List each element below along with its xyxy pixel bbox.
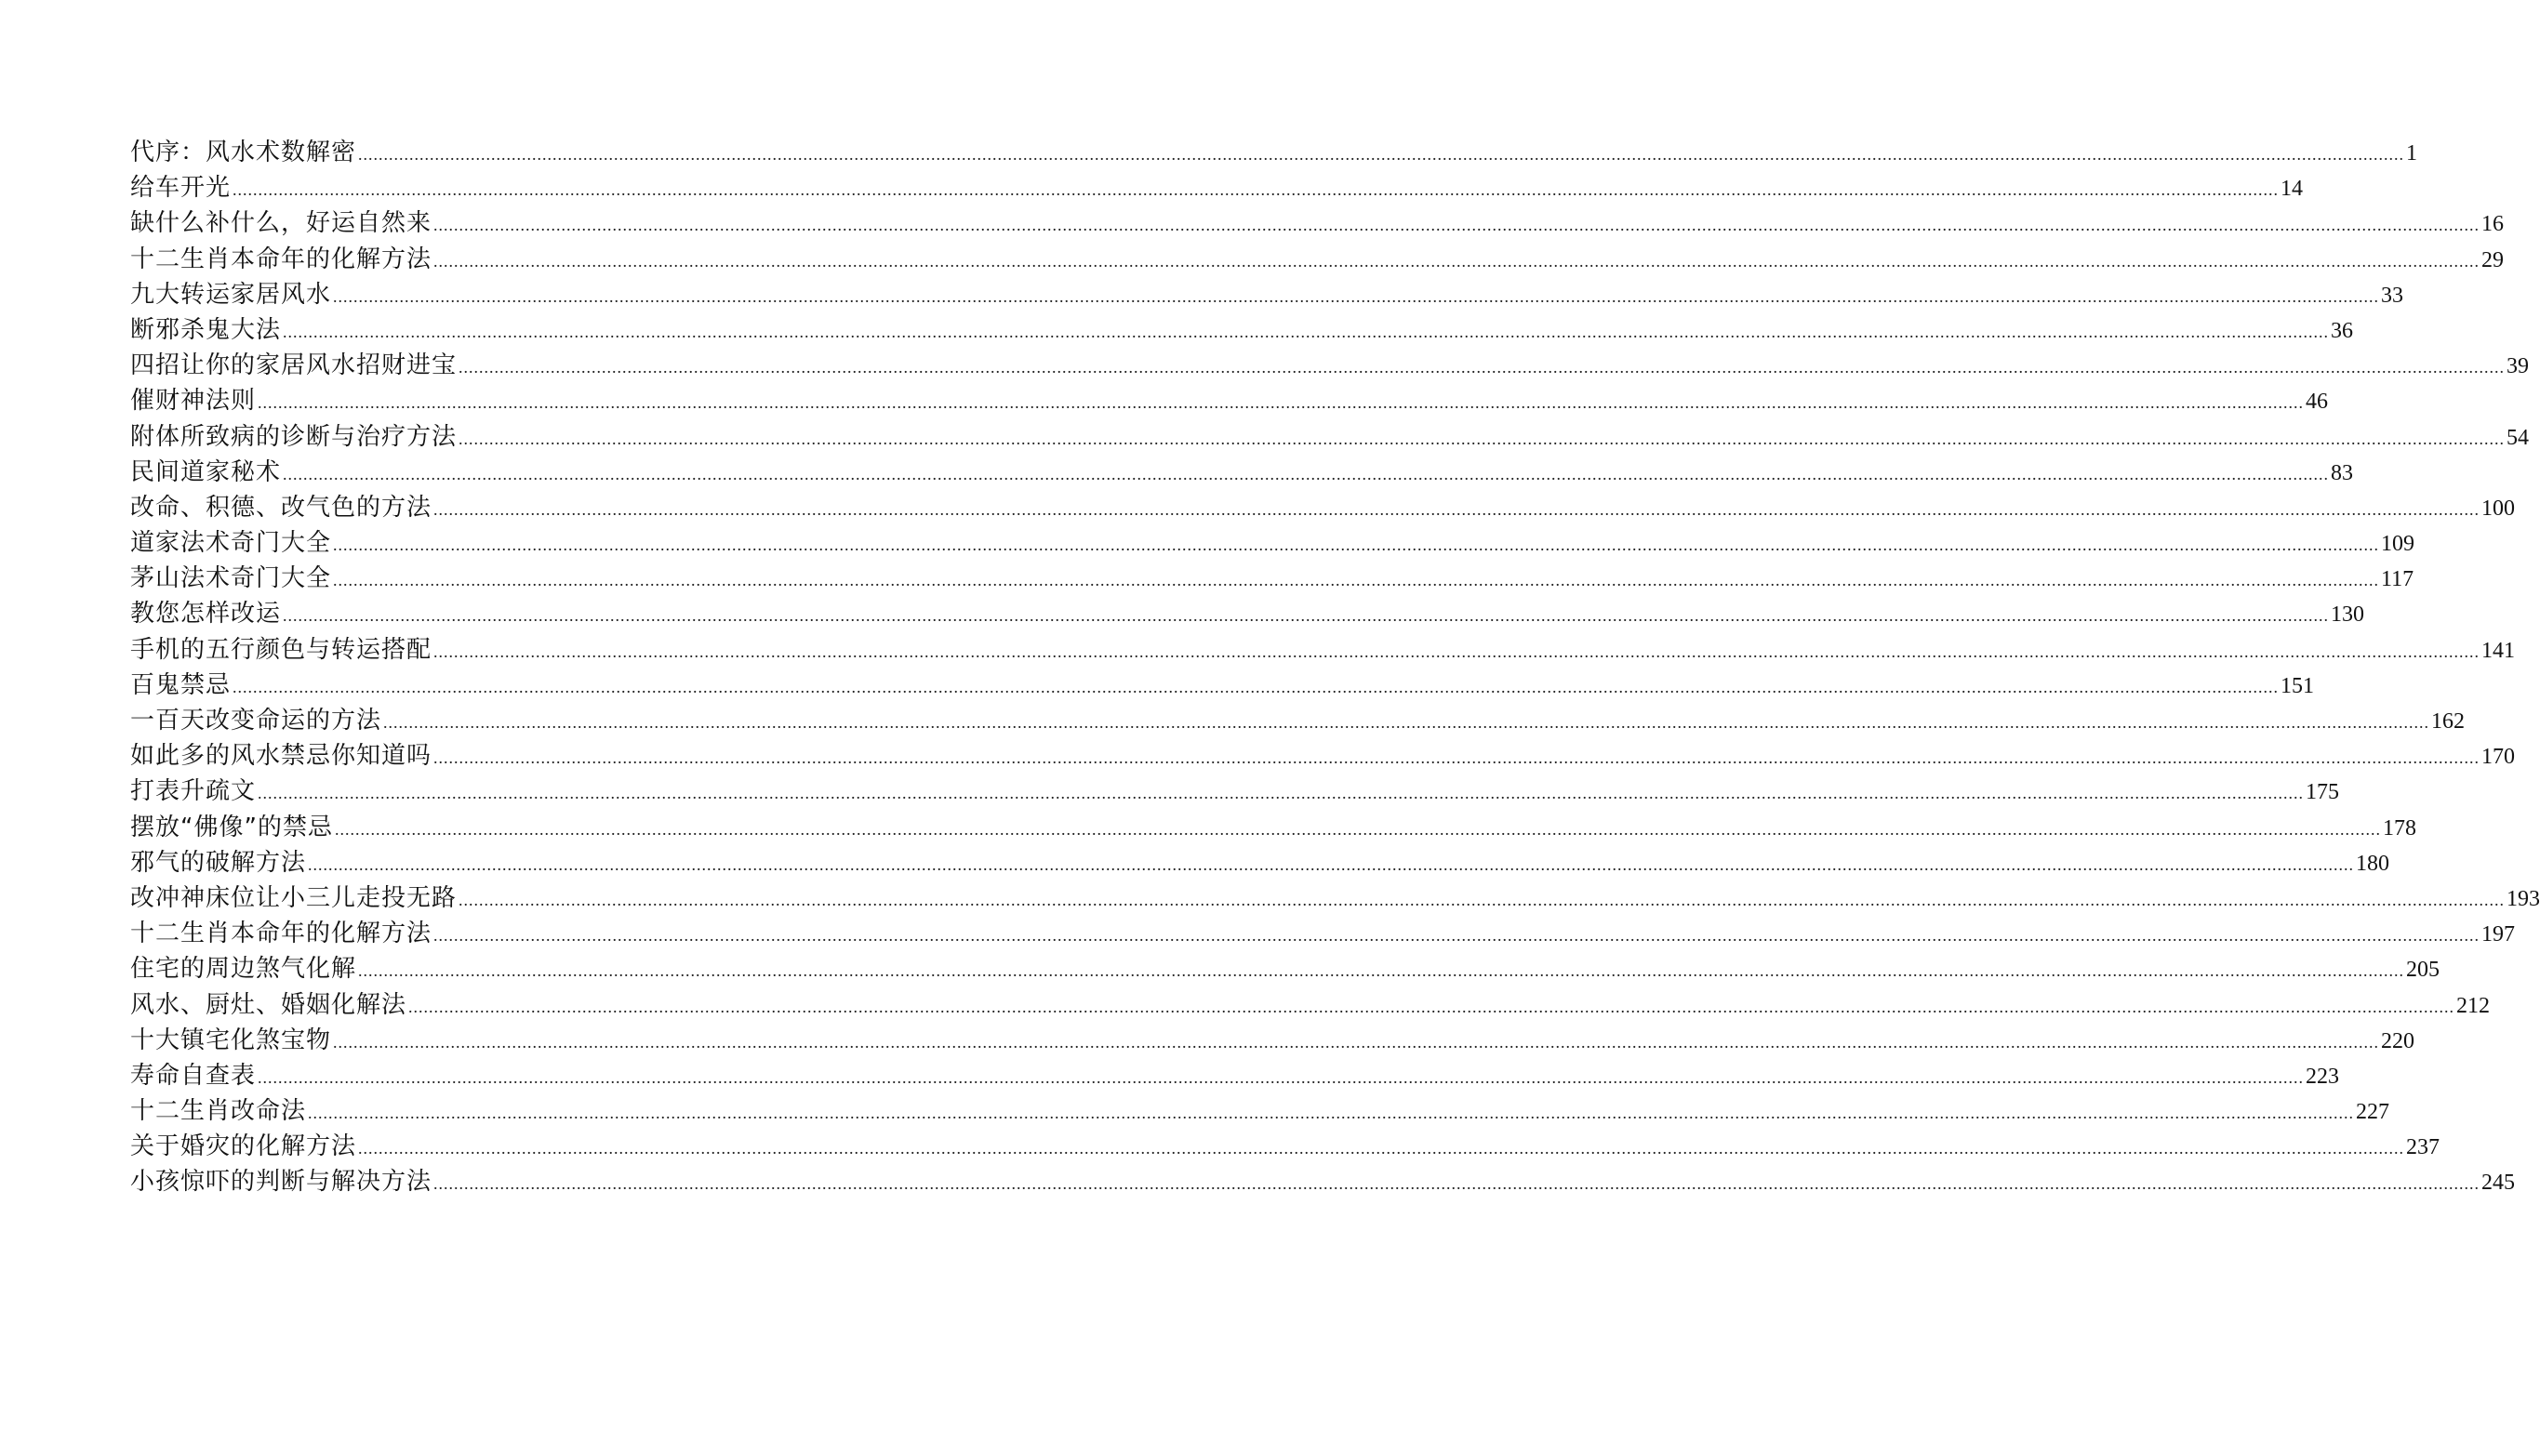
toc-entry[interactable]: [130, 987, 2491, 1023]
toc-entry[interactable]: [130, 383, 2329, 418]
toc-entry[interactable]: [130, 419, 2530, 455]
toc-dot-leader: ................................................................................................................................................................................................................................................................................................................................................................................................................: [408, 997, 2455, 1016]
toc-dot-leader: ................................................................................................................................................................................................................................................................................................................................................................................................................: [258, 784, 2305, 803]
toc-entry-page-number: 100: [2481, 496, 2516, 521]
toc-dot-leader: ................................................................................................................................................................................................................................................................................................................................................................................................................: [358, 145, 2405, 164]
table-of-contents: [130, 135, 2540, 1200]
toc-entry[interactable]: [130, 1164, 2516, 1199]
toc-entry-title: 代序：风水术数解密: [130, 139, 357, 166]
toc-entry[interactable]: [130, 916, 2516, 951]
toc-entry-page-number: 237: [2406, 1135, 2440, 1160]
toc-dot-leader: ................................................................................................................................................................................................................................................................................................................................................................................................................: [459, 358, 2506, 377]
toc-dot-leader: ................................................................................................................................................................................................................................................................................................................................................................................................................: [383, 713, 2430, 732]
toc-entry[interactable]: [130, 774, 2340, 809]
toc-entry-page-number: 197: [2481, 922, 2516, 947]
toc-entry-page-number: 39: [2507, 354, 2530, 379]
toc-entry-title: 邪气的破解方法: [130, 848, 307, 877]
toc-entry-page-number: 205: [2406, 958, 2440, 983]
toc-entry-page-number: 141: [2481, 638, 2516, 663]
toc-entry-page-number: 14: [2281, 177, 2304, 202]
toc-entry-page-number: 109: [2381, 532, 2415, 557]
toc-entry-title: 十二生肖改命法: [130, 1097, 307, 1126]
toc-entry[interactable]: [130, 845, 2390, 880]
toc-entry-page-number: 170: [2481, 745, 2516, 770]
toc-dot-leader: ................................................................................................................................................................................................................................................................................................................................................................................................................: [283, 464, 2330, 483]
toc-dot-leader: ................................................................................................................................................................................................................................................................................................................................................................................................................: [283, 606, 2330, 626]
toc-entry[interactable]: [130, 1093, 2390, 1129]
toc-entry-page-number: 54: [2507, 425, 2530, 450]
toc-entry-page-number: 16: [2481, 212, 2505, 237]
toc-dot-leader: ................................................................................................................................................................................................................................................................................................................................................................................................................: [433, 251, 2480, 271]
toc-entry-title: 十二生肖本命年的化解方法: [130, 920, 432, 948]
toc-entry[interactable]: [130, 135, 2418, 170]
toc-entry-page-number: 193: [2507, 886, 2540, 911]
toc-entry-title: 寿命自查表: [130, 1061, 257, 1090]
toc-entry[interactable]: [130, 1023, 2415, 1058]
toc-entry-title: 百鬼禁忌: [130, 670, 232, 699]
toc-dot-leader: ................................................................................................................................................................................................................................................................................................................................................................................................................: [333, 1032, 2380, 1052]
toc-entry-page-number: 220: [2381, 1028, 2415, 1053]
toc-entry-page-number: 178: [2382, 815, 2416, 841]
toc-entry-page-number: 227: [2356, 1100, 2390, 1125]
toc-entry-title: 四招让你的家居风水招财进宝: [130, 351, 458, 380]
toc-entry-title: 附体所致病的诊断与治疗方法: [130, 422, 458, 451]
toc-entry-title: 给车开光: [130, 174, 232, 203]
toc-entry-title: 断邪杀鬼大法: [130, 315, 282, 344]
toc-entry-title: 道家法术奇门大全: [130, 529, 332, 558]
toc-dot-leader: ................................................................................................................................................................................................................................................................................................................................................................................................................: [258, 1067, 2305, 1087]
toc-entry-page-number: 175: [2306, 780, 2340, 805]
toc-entry-page-number: 1: [2406, 141, 2418, 165]
toc-entry-title: 教您怎样改运: [130, 600, 282, 629]
toc-entry[interactable]: [130, 1058, 2340, 1093]
toc-entry[interactable]: [130, 170, 2304, 205]
toc-entry[interactable]: [130, 632, 2516, 668]
toc-entry-page-number: 180: [2356, 851, 2390, 876]
toc-entry[interactable]: [130, 525, 2415, 561]
toc-dot-leader: ................................................................................................................................................................................................................................................................................................................................................................................................................: [459, 890, 2506, 909]
toc-dot-leader: ................................................................................................................................................................................................................................................................................................................................................................................................................: [258, 393, 2305, 413]
toc-entry-title: 关于婚灾的化解方法: [130, 1132, 357, 1161]
toc-entry[interactable]: [130, 561, 2414, 596]
toc-entry-page-number: 245: [2481, 1171, 2516, 1196]
toc-entry-page-number: 29: [2481, 247, 2505, 272]
toc-entry-title: 如此多的风水禁忌你知道吗: [130, 742, 432, 771]
toc-entry-title: 住宅的周边煞气化解: [130, 955, 357, 984]
toc-entry-page-number: 46: [2306, 390, 2329, 415]
toc-entry-title: 十二生肖本命年的化解方法: [130, 245, 432, 273]
toc-dot-leader: ................................................................................................................................................................................................................................................................................................................................................................................................................: [233, 677, 2280, 696]
toc-entry[interactable]: [130, 951, 2440, 986]
toc-entry[interactable]: [130, 810, 2416, 845]
toc-entry[interactable]: [130, 242, 2505, 277]
toc-entry-title: 风水、厨灶、婚姻化解法: [130, 990, 407, 1019]
toc-entry[interactable]: [130, 455, 2354, 490]
toc-entry[interactable]: [130, 1129, 2440, 1164]
toc-entry-title: 催财神法则: [130, 387, 257, 416]
toc-entry-title: 民间道家秘术: [130, 457, 282, 486]
toc-dot-leader: ................................................................................................................................................................................................................................................................................................................................................................................................................: [308, 1104, 2355, 1123]
toc-entry-page-number: 151: [2281, 673, 2315, 698]
toc-entry-title: 缺什么补什么，好运自然来: [130, 209, 432, 238]
toc-dot-leader: ................................................................................................................................................................................................................................................................................................................................................................................................................: [333, 571, 2380, 590]
toc-entry-page-number: 212: [2456, 993, 2491, 1018]
toc-entry-title: 茅山法术奇门大全: [130, 564, 332, 593]
toc-entry[interactable]: [130, 703, 2466, 738]
toc-dot-leader: ................................................................................................................................................................................................................................................................................................................................................................................................................: [308, 854, 2355, 874]
toc-dot-leader: ................................................................................................................................................................................................................................................................................................................................................................................................................: [358, 961, 2405, 981]
toc-entry-page-number: 130: [2331, 602, 2365, 628]
toc-entry-page-number: 33: [2381, 283, 2404, 308]
toc-entry-title: 十大镇宅化煞宝物: [130, 1026, 332, 1054]
toc-dot-leader: ................................................................................................................................................................................................................................................................................................................................................................................................................: [433, 1174, 2480, 1194]
toc-entry[interactable]: [130, 668, 2315, 703]
toc-dot-leader: ................................................................................................................................................................................................................................................................................................................................................................................................................: [334, 819, 2381, 839]
toc-entry-page-number: 223: [2306, 1064, 2340, 1089]
toc-entry[interactable]: [130, 596, 2365, 631]
toc-entry[interactable]: [130, 880, 2540, 916]
toc-entry[interactable]: [130, 348, 2530, 383]
toc-dot-leader: ................................................................................................................................................................................................................................................................................................................................................................................................................: [233, 180, 2280, 200]
toc-dot-leader: ................................................................................................................................................................................................................................................................................................................................................................................................................: [433, 748, 2480, 768]
toc-entry[interactable]: [130, 205, 2505, 241]
toc-dot-leader: ................................................................................................................................................................................................................................................................................................................................................................................................................: [433, 642, 2480, 661]
toc-entry-title: 手机的五行颜色与转运搭配: [130, 635, 432, 664]
toc-entry[interactable]: [130, 277, 2404, 312]
toc-entry[interactable]: [130, 312, 2354, 348]
toc-entry-title: 改冲神床位让小三儿走投无路: [130, 883, 458, 912]
toc-entry-page-number: 83: [2331, 460, 2354, 485]
toc-dot-leader: ................................................................................................................................................................................................................................................................................................................................................................................................................: [459, 429, 2506, 448]
toc-dot-leader: ................................................................................................................................................................................................................................................................................................................................................................................................................: [333, 286, 2380, 306]
toc-dot-leader: ................................................................................................................................................................................................................................................................................................................................................................................................................: [333, 536, 2380, 555]
toc-dot-leader: ................................................................................................................................................................................................................................................................................................................................................................................................................: [433, 926, 2480, 946]
toc-dot-leader: ................................................................................................................................................................................................................................................................................................................................................................................................................: [283, 322, 2330, 341]
toc-entry-title: 改命、积德、改气色的方法: [130, 493, 432, 522]
toc-entry-title: 打表升疏文: [130, 777, 257, 806]
toc-entry-page-number: 117: [2381, 567, 2414, 592]
toc-entry[interactable]: [130, 738, 2516, 774]
toc-entry-title: 摆放“佛像”的禁忌: [130, 813, 333, 841]
toc-dot-leader: ................................................................................................................................................................................................................................................................................................................................................................................................................: [358, 1139, 2405, 1158]
toc-dot-leader: ................................................................................................................................................................................................................................................................................................................................................................................................................: [433, 216, 2480, 235]
toc-entry-page-number: 36: [2331, 318, 2354, 343]
toc-entry-title: 小孩惊吓的判断与解决方法: [130, 1168, 432, 1197]
toc-entry-title: 九大转运家居风水: [130, 280, 332, 309]
toc-entry[interactable]: [130, 490, 2516, 525]
toc-entry-title: 一百天改变命运的方法: [130, 707, 382, 735]
toc-entry-page-number: 162: [2431, 709, 2466, 734]
toc-dot-leader: ................................................................................................................................................................................................................................................................................................................................................................................................................: [433, 499, 2480, 519]
